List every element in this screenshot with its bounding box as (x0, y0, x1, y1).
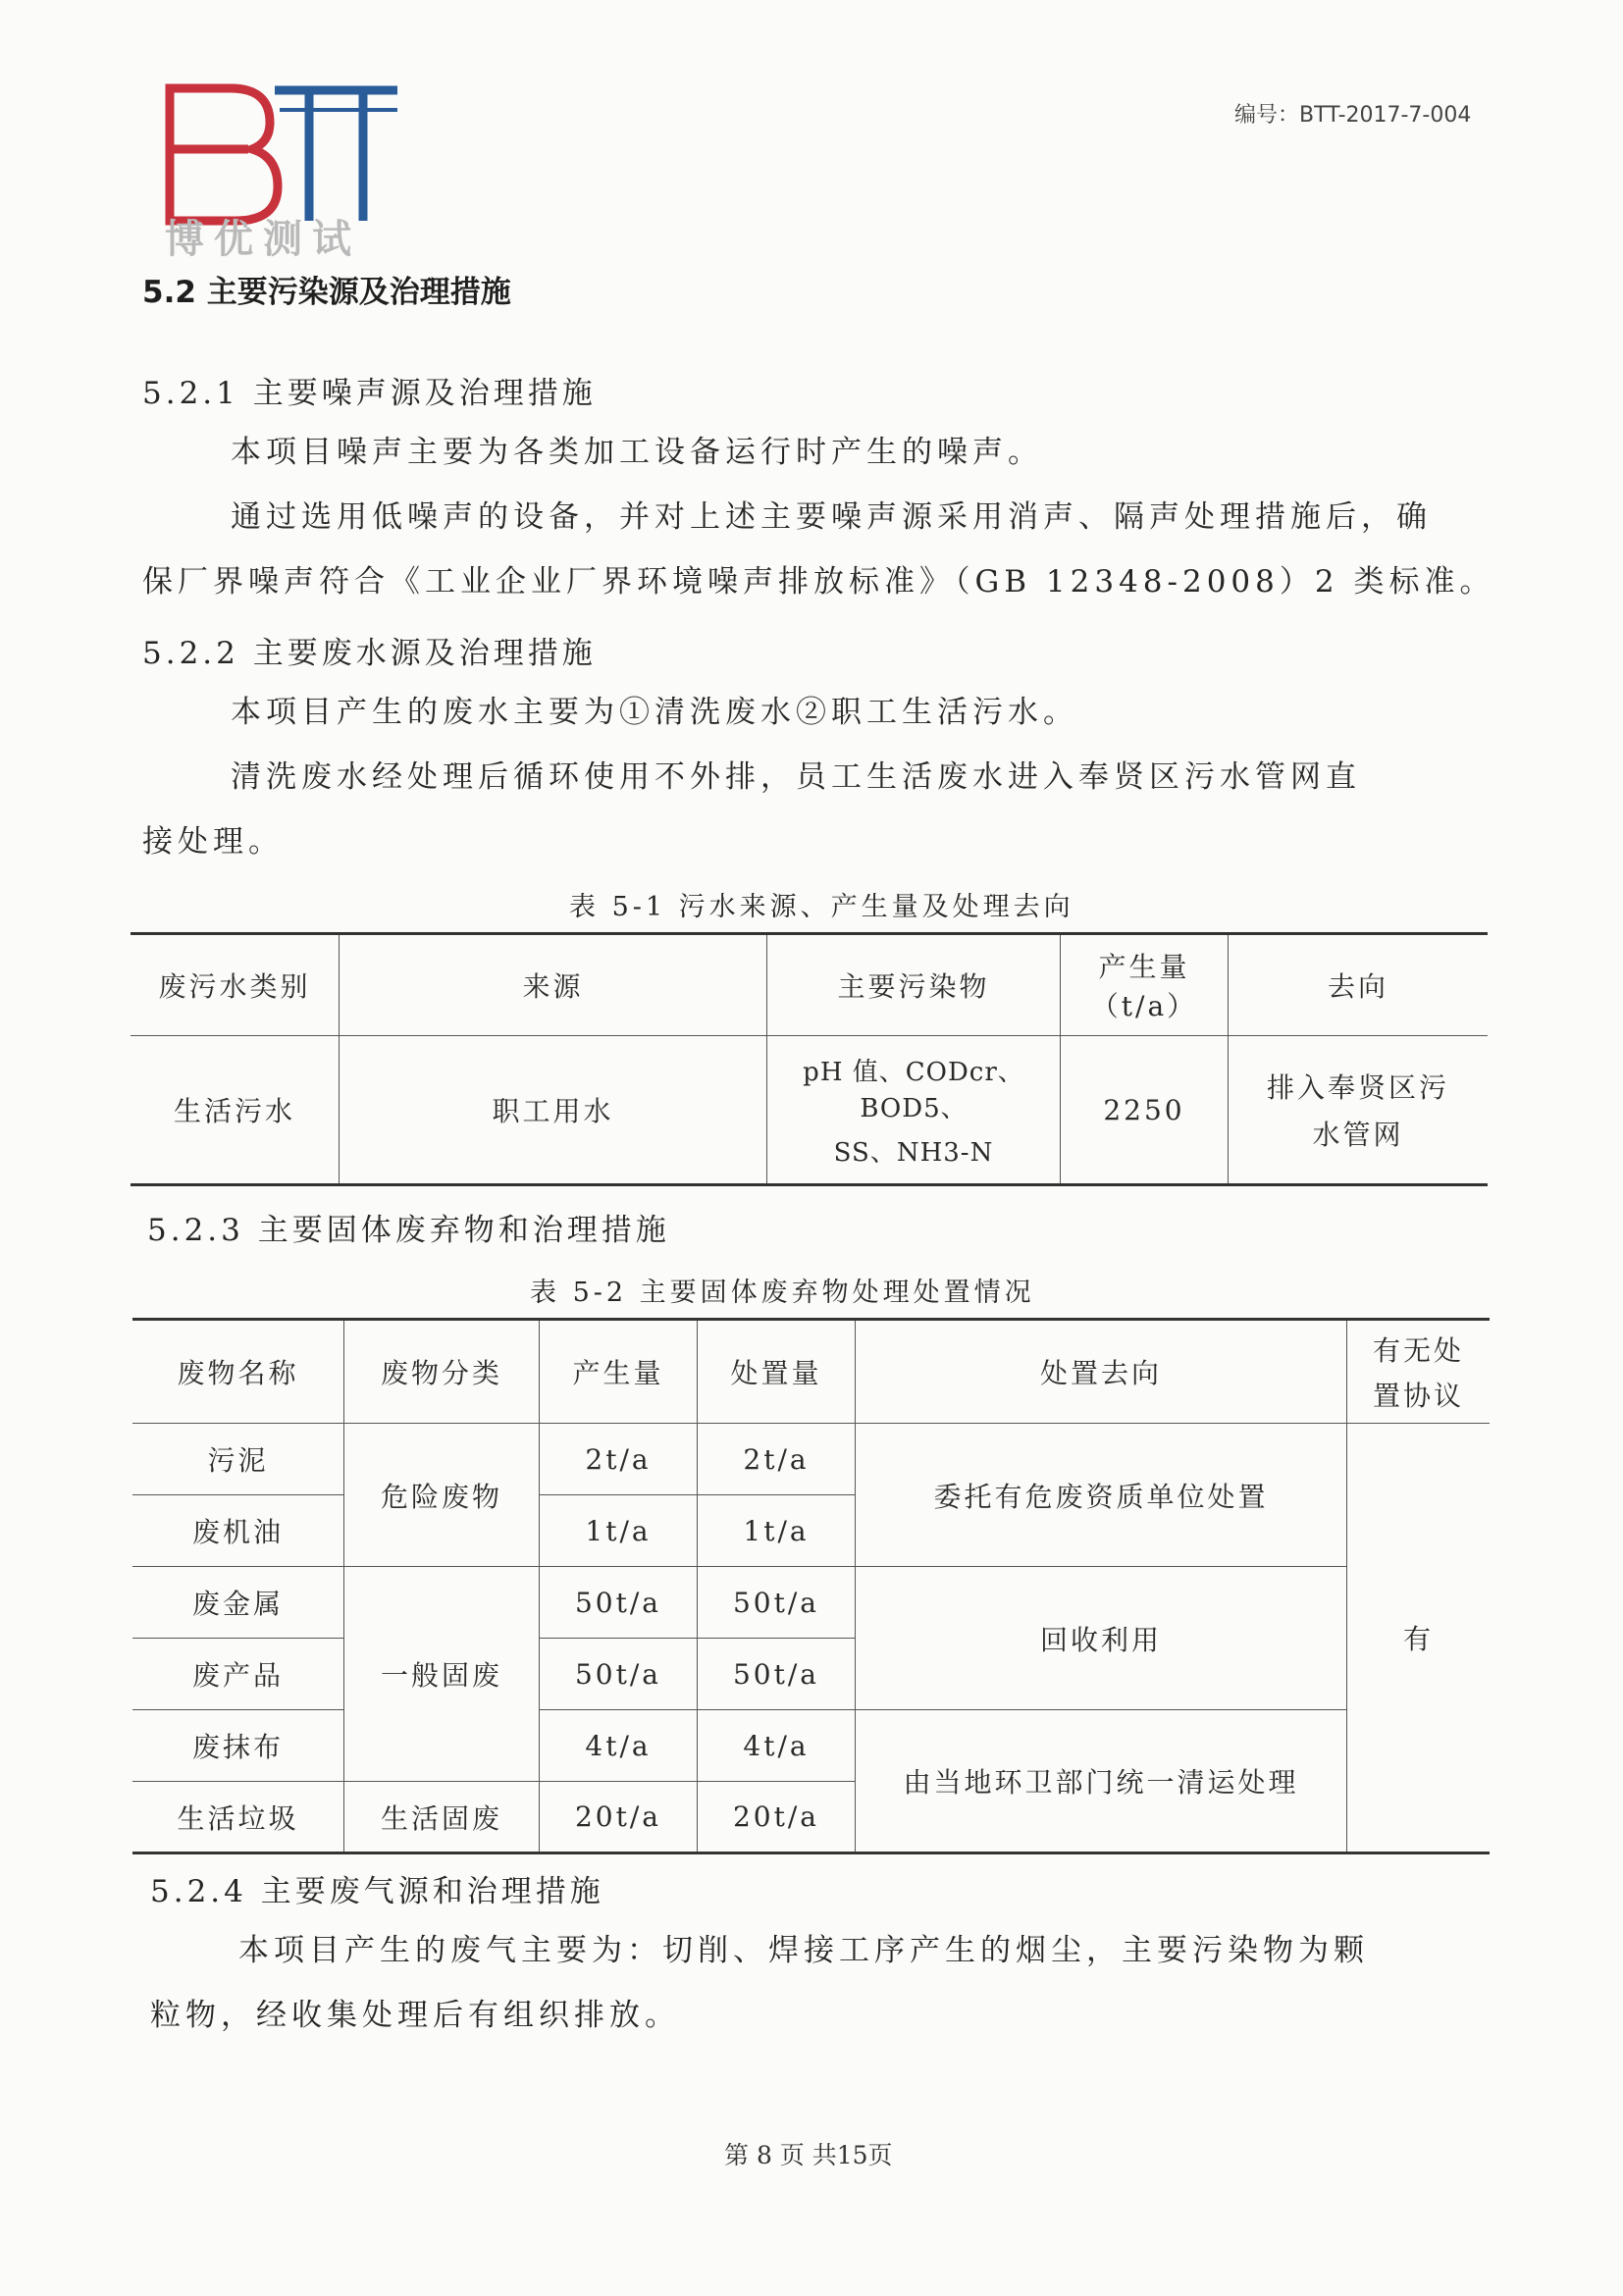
cell-disposed: 2t/a (698, 1424, 856, 1495)
cell-destination: 由当地环卫部门统一清运处理 (856, 1710, 1347, 1853)
header-cell: 产生量 (540, 1320, 698, 1424)
header-cell: 主要污染物 (767, 934, 1061, 1036)
cell-name: 污泥 (132, 1424, 344, 1495)
header-cell: 去向 (1229, 934, 1489, 1036)
wastewater-paragraph-1: 本项目产生的废水主要为①清洗废水②职工生活污水。 (231, 695, 1078, 730)
cell-source: 职工用水 (340, 1036, 767, 1185)
table-row (132, 1710, 1490, 1782)
header-cell: 处置去向 (856, 1320, 1347, 1424)
noise-paragraph-2-line2: 保厂界噪声符合《工业企业厂界环境噪声排放标准》（GB 12348-2008）2 类标准。 (142, 564, 1495, 600)
cell-produced: 1t/a (540, 1495, 698, 1567)
cell-category: 生活固废 (344, 1782, 540, 1853)
cell-amount: 2250 (1061, 1036, 1229, 1185)
cell-produced: 4t/a (540, 1710, 698, 1782)
agreement-header-line2: 置协议 (1372, 1380, 1464, 1412)
header-cell: 废物分类 (344, 1320, 540, 1424)
table2-caption: 表 5-2 主要固体废弃物处理处置情况 (530, 1278, 1035, 1308)
noise-paragraph-2-line1: 通过选用低噪声的设备，并对上述主要噪声源采用消声、隔声处理措施后，确 (231, 499, 1432, 535)
header-amount-line2: （t/a） (1090, 990, 1198, 1022)
destination-line1: 排入奉贤区污 (1266, 1071, 1449, 1104)
cell-pollutants (767, 1036, 1061, 1185)
pollutants-line2: SS、NH3-N (833, 1137, 994, 1168)
solid-waste-table (132, 1318, 1490, 1854)
cell-agreement: 有 (1347, 1424, 1491, 1853)
noise-paragraph-1: 本项目噪声主要为各类加工设备运行时产生的噪声。 (231, 435, 1043, 470)
header-cell (1061, 934, 1229, 1036)
logo-subtitle: 博优测试 (165, 216, 361, 262)
cell-category: 危险废物 (344, 1424, 540, 1567)
gas-paragraph-line2: 粒物，经收集处理后有组织排放。 (150, 1998, 680, 2033)
cell-produced: 2t/a (540, 1424, 698, 1495)
table1-caption: 表 5-1 污水来源、产生量及处理去向 (569, 892, 1074, 922)
header-cell: 来源 (340, 934, 767, 1036)
header-cell: 废污水类别 (131, 934, 340, 1036)
cell-disposed: 20t/a (698, 1782, 856, 1853)
page-footer: 第 8 页 共15页 (724, 2141, 893, 2169)
cell-name: 生活垃圾 (132, 1782, 344, 1853)
gas-heading: 5.2.4 主要废气源和治理措施 (150, 1874, 604, 1909)
header-cell: 处置量 (698, 1320, 856, 1424)
header-cell (1347, 1320, 1491, 1424)
cell-destination (1229, 1036, 1489, 1185)
pollutants-line1: pH 值、CODcr、BOD5、 (803, 1057, 1024, 1123)
noise-heading: 5.2.1 主要噪声源及治理措施 (142, 376, 597, 411)
destination-line2: 水管网 (1312, 1119, 1404, 1151)
cell-name: 废金属 (132, 1567, 344, 1639)
cell-produced: 50t/a (540, 1567, 698, 1639)
cell-disposed: 50t/a (698, 1567, 856, 1639)
cell-disposed: 1t/a (698, 1495, 856, 1567)
wastewater-paragraph-2-line1: 清洗废水经处理后循环使用不外排，员工生活废水进入奉贤区污水管网直 (231, 759, 1361, 795)
cell-disposed: 50t/a (698, 1639, 856, 1710)
table-row (132, 1424, 1490, 1495)
cell-name: 废机油 (132, 1495, 344, 1567)
wastewater-paragraph-2-line2: 接处理。 (142, 824, 284, 860)
table-row (132, 1567, 1490, 1639)
gas-paragraph-line1: 本项目产生的废气主要为：切削、焊接工序产生的烟尘，主要污染物为颗 (238, 1933, 1369, 1968)
cell-destination: 委托有危废资质单位处置 (856, 1424, 1347, 1567)
table-header-row (131, 934, 1488, 1036)
solid-waste-heading: 5.2.3 主要固体废弃物和治理措施 (147, 1213, 670, 1248)
table-header-row (132, 1320, 1490, 1424)
cell-type: 生活污水 (131, 1036, 340, 1185)
header-amount-line1: 产生量 (1098, 951, 1190, 983)
section-title: 5.2 主要污染源及治理措施 (142, 275, 511, 310)
wastewater-heading: 5.2.2 主要废水源及治理措施 (142, 636, 597, 671)
cell-name: 废抹布 (132, 1710, 344, 1782)
agreement-header-line1: 有无处 (1372, 1334, 1464, 1367)
cell-disposed: 4t/a (698, 1710, 856, 1782)
table-row (131, 1036, 1488, 1185)
cell-name: 废产品 (132, 1639, 344, 1710)
wastewater-table (131, 932, 1488, 1186)
cell-category: 一般固废 (344, 1567, 540, 1782)
cell-produced: 50t/a (540, 1639, 698, 1710)
cell-produced: 20t/a (540, 1782, 698, 1853)
document-number: 编号：BTT-2017-7-004 (1234, 103, 1472, 128)
cell-destination: 回收利用 (856, 1567, 1347, 1710)
header-cell: 废物名称 (132, 1320, 344, 1424)
